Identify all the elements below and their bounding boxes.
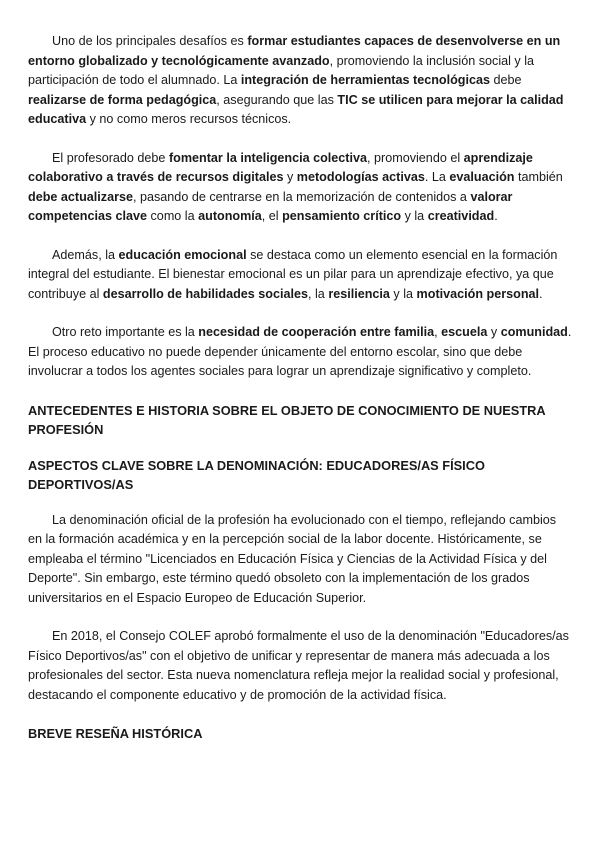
text-run: , pasando de centrarse en la memorización de contenidos a: [133, 189, 471, 204]
text-run: El profesorado debe: [52, 150, 169, 165]
bold-phrase: educación emocional: [118, 247, 247, 262]
paragraph-educacion-emocional: [28, 246, 572, 305]
text-run: , la: [308, 286, 329, 301]
heading-breve-resena: BREVE RESEÑA HISTÓRICA: [28, 726, 203, 741]
bold-phrase: fomentar la inteligencia colectiva: [168, 150, 368, 165]
bold-phrase: motivación personal: [416, 286, 540, 301]
text-run: y: [283, 170, 297, 184]
text-run: , asegurando que las: [216, 92, 338, 107]
bold-phrase: debe actualizarse: [28, 189, 133, 204]
text-run: .: [539, 286, 543, 301]
heading-aspectos-clave: ASPECTOS CLAVE SOBRE LA DENOMINACIÓN: EDUCADORES/AS FÍSICO DEPORTIVOS/AS: [28, 457, 485, 492]
bold-phrase: integración de herramientas tecnológicas: [240, 73, 490, 87]
paragraph-desafios: [28, 32, 572, 130]
text-run: y la: [401, 209, 428, 223]
text-run: se destaca como un elemento esencial en la formación integral del estudiante. El bienestar emocional es un pilar para un aprendizaje efectivo, ya que contribuye al: [28, 247, 558, 301]
bold-phrase: creatividad: [427, 209, 495, 223]
text-run: como la: [147, 209, 199, 223]
text-run: . La: [424, 170, 450, 184]
text-run: ,: [434, 325, 442, 339]
bold-phrase: TIC se utilicen para mejorar la calidad educativa: [28, 92, 564, 126]
text-run: y la: [389, 286, 417, 301]
paragraph-denominacion-colef: En 2018, el Consejo COLEF aprobó formalmente el uso de la denominación "Educadores/as Físico Deportivos/as" con el objetivo de unificar y representar de manera más adecuada a los profesionales del sector. Esta nueva nomenclatura refleja mejor la realidad social y profesional, destacando el componente educativo y de promoción de la actividad física.: [28, 629, 569, 702]
bold-phrase: necesidad de cooperación entre familia: [198, 325, 435, 339]
text-run: .: [494, 209, 498, 223]
text-run: y: [487, 325, 501, 339]
bold-phrase: formar estudiantes capaces de desenvolverse en un entorno globalizado y tecnológicamente avanzado: [28, 34, 561, 68]
bold-phrase: valorar competencias clave: [28, 189, 513, 223]
bold-phrase: aprendizaje colaborativo a través de recursos digitales: [28, 150, 533, 184]
heading-antecedentes: ANTECEDENTES E HISTORIA SOBRE EL OBJETO DE CONOCIMIENTO DE NUESTRA PROFESIÓN: [28, 402, 546, 437]
text-run: , promoviendo el: [367, 150, 464, 165]
text-run: debe: [490, 73, 522, 87]
bold-phrase: resiliencia: [328, 286, 390, 301]
bold-phrase: evaluación: [449, 170, 515, 184]
paragraph-denominacion-evolucion: La denominación oficial de la profesión ha evolucionado con el tiempo, reflejando cambios en la formación académica y en la percepción social de la labor docente. Históricamente, se empleaba el término "Licenciados en Educación Física y Ciencias de la Actividad Física y del Deporte". Sin embargo, este término quedó obsoleto con la implementación de los grados universitarios en el Espacio Europeo de Educación Superior.: [28, 512, 557, 605]
bold-phrase: metodologías activas: [296, 170, 425, 184]
text-run: , promoviendo la inclusión social y la participación de todo el alumnado. La: [28, 53, 535, 87]
bold-phrase: realizarse de forma pedagógica: [28, 92, 217, 107]
bold-phrase: autonomía: [198, 209, 262, 223]
text-run: y no como meros recursos técnicos.: [86, 112, 292, 126]
text-run: , el: [261, 209, 283, 223]
text-run: también: [514, 170, 563, 184]
paragraph-profesorado: [28, 149, 572, 227]
bold-phrase: comunidad: [500, 325, 568, 339]
text-run: Uno de los principales desafíos es: [52, 34, 248, 48]
text-run: Además, la: [52, 247, 119, 262]
paragraph-cooperacion: [28, 323, 572, 382]
text-run: . El proceso educativo no puede depender únicamente del entorno escolar, sino que debe involucrar a todos los agentes sociales para lograr un aprendizaje significativo y completo.: [28, 325, 572, 378]
bold-phrase: escuela: [441, 325, 488, 339]
bold-phrase: desarrollo de habilidades sociales: [102, 286, 308, 301]
text-run: Otro reto importante es la: [52, 325, 199, 339]
bold-phrase: pensamiento crítico: [282, 209, 402, 223]
